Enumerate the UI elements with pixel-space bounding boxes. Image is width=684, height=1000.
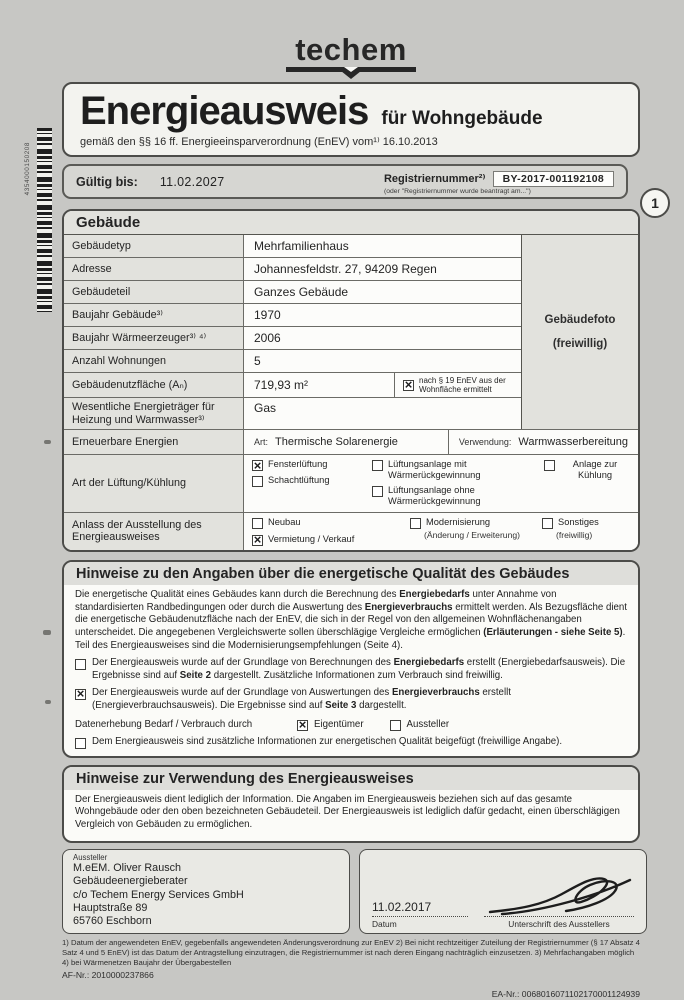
document-title-suffix: für Wohngebäude [381, 108, 543, 129]
field-value: Johannesfeldstr. 27, 94209 Regen [244, 258, 521, 280]
techem-logo [286, 34, 416, 72]
occasion-option [252, 534, 402, 546]
table-row [64, 429, 638, 455]
checkbox-schachtlueftung [252, 476, 263, 487]
issuer-label: Aussteller [73, 853, 108, 863]
barcode-number: 4354000150208 [24, 142, 31, 196]
issuer-street: Hauptstraße 89 [73, 901, 148, 914]
table-row [64, 513, 638, 550]
data-collection-label: Datenerhebung Bedarf / Verbrauch durch [75, 718, 253, 730]
issue-date: 11.02.2017 [372, 900, 468, 917]
additional-info-checkbox-line [75, 736, 627, 749]
document-subtitle: gemäß den §§ 16 ff. Energieeinsparverordnung (EnEV) vom¹⁾ 16.10.2013 [80, 136, 438, 148]
renewable-use-value: Warmwasserbereitung [518, 436, 628, 448]
document-title: Energieausweis [80, 89, 369, 133]
checkbox-label: Lüftungsanlage mit Wärmerückgewinnung [388, 459, 481, 481]
table-row [64, 398, 521, 429]
checkbox-label: nach § 19 EnEV aus der Wohnfläche ermittelt [419, 376, 506, 394]
table-row [64, 455, 638, 513]
usage-paragraph: Der Energieausweis dient lediglich der Information. Die Angaben im Energieausweis beziehen sich auf das gesamte Wohngebäude oder den oben bezeichneten Gebäudeteil. Der Energieausweis ist lediglich dafür gedacht, einen überschlägigen Vergleich von Gebäuden zu ermöglichen. [75, 793, 620, 831]
building-section-title: Gebäude [64, 211, 638, 235]
issuer-box [62, 849, 350, 934]
field-label: Wesentliche Energieträger für Heizung und Warmwasser³⁾ [64, 398, 244, 429]
table-row [64, 281, 521, 304]
barcode [37, 128, 52, 312]
signature-box [359, 849, 647, 934]
building-section [62, 209, 640, 552]
registration-label: Registriernummer²⁾ [383, 173, 486, 185]
ventilation-option [252, 475, 364, 487]
footnotes [62, 938, 640, 1000]
checkbox-label: Neubau [268, 516, 301, 527]
checkbox-eigentuemer [297, 720, 308, 731]
field-label: Gebäudeteil [64, 281, 244, 303]
page-number-badge: 1 [640, 188, 670, 218]
field-value: Ganzes Gebäude [244, 281, 521, 303]
scan-smudge [44, 440, 51, 444]
occasion-option [410, 517, 534, 529]
checkbox-energieverbrauch [75, 689, 86, 700]
checkbox-sublabel: (freiwillig) [556, 529, 593, 540]
valid-until-label: Gültig bis: [76, 174, 138, 189]
checkbox-label: Vermietung / Verkauf [268, 533, 355, 544]
occasion-option [252, 517, 402, 529]
checkbox-wohnflaeche-ermittelt [403, 380, 414, 391]
checkbox-label: Anlage zur Kühlung [572, 459, 618, 481]
checkbox-text: Dem Energieausweis sind zusätzliche Informationen zur energetischen Qualität beigefügt (freiwillige Angabe). [92, 735, 563, 747]
checkbox-aussteller [390, 720, 401, 731]
title-box [62, 82, 640, 157]
issuer-company: c/o Techem Energy Services GmbH [73, 888, 244, 901]
field-label: Erneuerbare Energien [64, 430, 244, 454]
verbrauch-checkbox-line [75, 687, 627, 713]
data-collection-option [390, 719, 450, 732]
data-collection-option [297, 719, 364, 732]
valid-until-value: 11.02.2027 [159, 174, 225, 189]
field-value: 719,93 m² [254, 378, 309, 392]
checkbox-lueftung-mit-wrg [372, 460, 383, 471]
checkbox-label: Aussteller [406, 718, 450, 730]
signature-field [484, 874, 634, 929]
data-collection-line [75, 719, 627, 732]
checkbox-label: Schachtlüftung [268, 475, 330, 485]
checkbox-label: Sonstiges [558, 516, 599, 527]
issuer-city: 65760 Eschborn [73, 914, 152, 927]
renewable-use-label: Verwendung: [458, 437, 512, 447]
footnote-text: 1) Datum der angewendeten EnEV, gegebenfalls angewendeten Änderungsverordnung zur EnEV 2) Bei nicht rechtzeitiger Zuteilung der Registriernummer (§ 17 Absatz 4 Satz 4 und 5 EnEV) ist das Datum der Antragstellung einzutragen, die Registriernummer ist nach deren Eingang nachträglich einzusetzen. 3) Mehrfachangaben möglich 4) bei Wärmenetzen Baujahr der Übergabestellen [62, 938, 640, 968]
techem-logo-mark [286, 67, 416, 72]
usage-hints-title: Hinweise zur Verwendung des Energieausweises [64, 767, 638, 790]
checkbox-anlage-kuehlung [544, 460, 555, 471]
renewable-type-label: Art: [254, 437, 269, 447]
photo-label-note: (freiwillig) [552, 338, 608, 350]
table-row [64, 235, 521, 258]
checkbox-lueftung-ohne-wrg [372, 486, 383, 497]
table-row [64, 327, 521, 350]
checkbox-label: Fensterlüftung [268, 459, 328, 469]
checkbox-sublabel: (Änderung / Erweiterung) [424, 529, 521, 540]
checkbox-fensterlueftung [252, 460, 263, 471]
renewable-type-value: Thermische Solarenergie [275, 436, 398, 448]
validity-bar [62, 164, 628, 199]
ventilation-option [372, 459, 536, 481]
renewable-use-cell [449, 430, 638, 454]
registration-number: BY-2017-001192108 [493, 171, 614, 187]
registration-note: (oder "Registriernummer wurde beantragt am...") [383, 187, 531, 195]
photo-label: Gebäudefoto [544, 314, 616, 326]
occasion-option [542, 517, 630, 529]
checkbox-text: Der Energieausweis wurde auf der Grundlage von Berechnungen des Energiebedarfs erstellt (Energiebedarfsausweis). Die Ergebnisse sind auf Seite 2 dargestellt. Zusätzliche Informationen zum Verbrauch sind freiwillig. [92, 657, 626, 681]
ventilation-option [372, 485, 536, 507]
scan-smudge [43, 630, 51, 635]
field-label: Anlass der Ausstellung des Energieausweises [64, 513, 244, 550]
usage-hints-section [62, 765, 640, 844]
checkbox-modernisierung [410, 518, 421, 529]
field-label: Art der Lüftung/Kühlung [64, 455, 244, 512]
signature-label: Unterschrift des Ausstellers [508, 919, 610, 930]
checkbox-label: Modernisierung [426, 516, 491, 527]
issuer-name: M.eEM. Oliver Rausch [73, 862, 181, 875]
registration-block [384, 169, 614, 195]
field-label: Baujahr Gebäude³⁾ [64, 304, 244, 326]
checkbox-vermietung-verkauf [252, 535, 263, 546]
checkbox-text: Der Energieausweis wurde auf der Grundlage von Auswertungen des Energieverbrauchs erstellt (Energieverbrauchsausweis). Die Ergebnisse sind auf Seite 3 dargestellt. [92, 686, 511, 711]
table-row [64, 350, 521, 373]
field-value: 5 [244, 350, 521, 372]
signature [484, 874, 634, 917]
table-row [64, 304, 521, 327]
field-value: Mehrfamilienhaus [244, 235, 521, 257]
checkbox-energiebedarf [75, 659, 86, 670]
quality-paragraph: Die energetische Qualität eines Gebäudes kann durch die Berechnung des Energiebedarfs unter Annahme von standardisierten Randbedingungen oder durch die Auswertung des Energieverbrauchs ermittelt werden. Als Bezugsfläche dient die energetische Gebäudenutzfläche nach der EnEV, die sich in der Regel von den allgemeinen Wohnflächenangaben unterscheidet. Die angegebenen Vergleichswerte sollen überschlägige Vergleiche ermöglichen (Erläuterungen - siehe Seite 5). Teil des Energieausweises sind die Modernisierungsempfehlungen (Seite 4). [75, 588, 627, 652]
field-label: Anzahl Wohnungen [64, 350, 244, 372]
af-number: AF-Nr.: 2010000237866 [62, 969, 154, 980]
table-row [64, 373, 521, 398]
checkbox-neubau [252, 518, 263, 529]
table-row [64, 258, 521, 281]
checkbox-label: Lüftungsanlage ohne Wärmerückgewinnung [388, 485, 481, 507]
field-value: 2006 [244, 327, 521, 349]
building-photo-placeholder [521, 235, 638, 429]
field-label: Gebäudetyp [64, 235, 244, 257]
ea-number: EA-Nr.: 0068016071102170001124939 [491, 988, 640, 999]
scan-smudge [45, 700, 51, 704]
quality-hints-title: Hinweise zu den Angaben über die energetische Qualität des Gebäudes [64, 562, 638, 585]
field-value: Gas [244, 398, 521, 429]
ventilation-option [252, 459, 364, 471]
issuer-role: Gebäudeenergieberater [73, 875, 188, 888]
area-method-cell [394, 373, 521, 397]
bedarf-checkbox-line [75, 657, 627, 683]
checkbox-zusatzinfo [75, 738, 86, 749]
date-label: Datum [372, 919, 397, 930]
field-value: 1970 [244, 304, 521, 326]
ventilation-option [544, 459, 630, 481]
techem-logo-text: techem [295, 32, 407, 67]
quality-hints-section [62, 560, 640, 758]
field-label: Gebäudenutzfläche (Aₙ) [64, 373, 244, 397]
field-label: Baujahr Wärmeerzeuger³⁾ ⁴⁾ [64, 327, 244, 349]
renewable-type-cell [244, 430, 449, 454]
checkbox-sonstiges [542, 518, 553, 529]
date-field [372, 900, 468, 929]
field-label: Adresse [64, 258, 244, 280]
checkbox-label: Eigentümer [314, 718, 364, 730]
